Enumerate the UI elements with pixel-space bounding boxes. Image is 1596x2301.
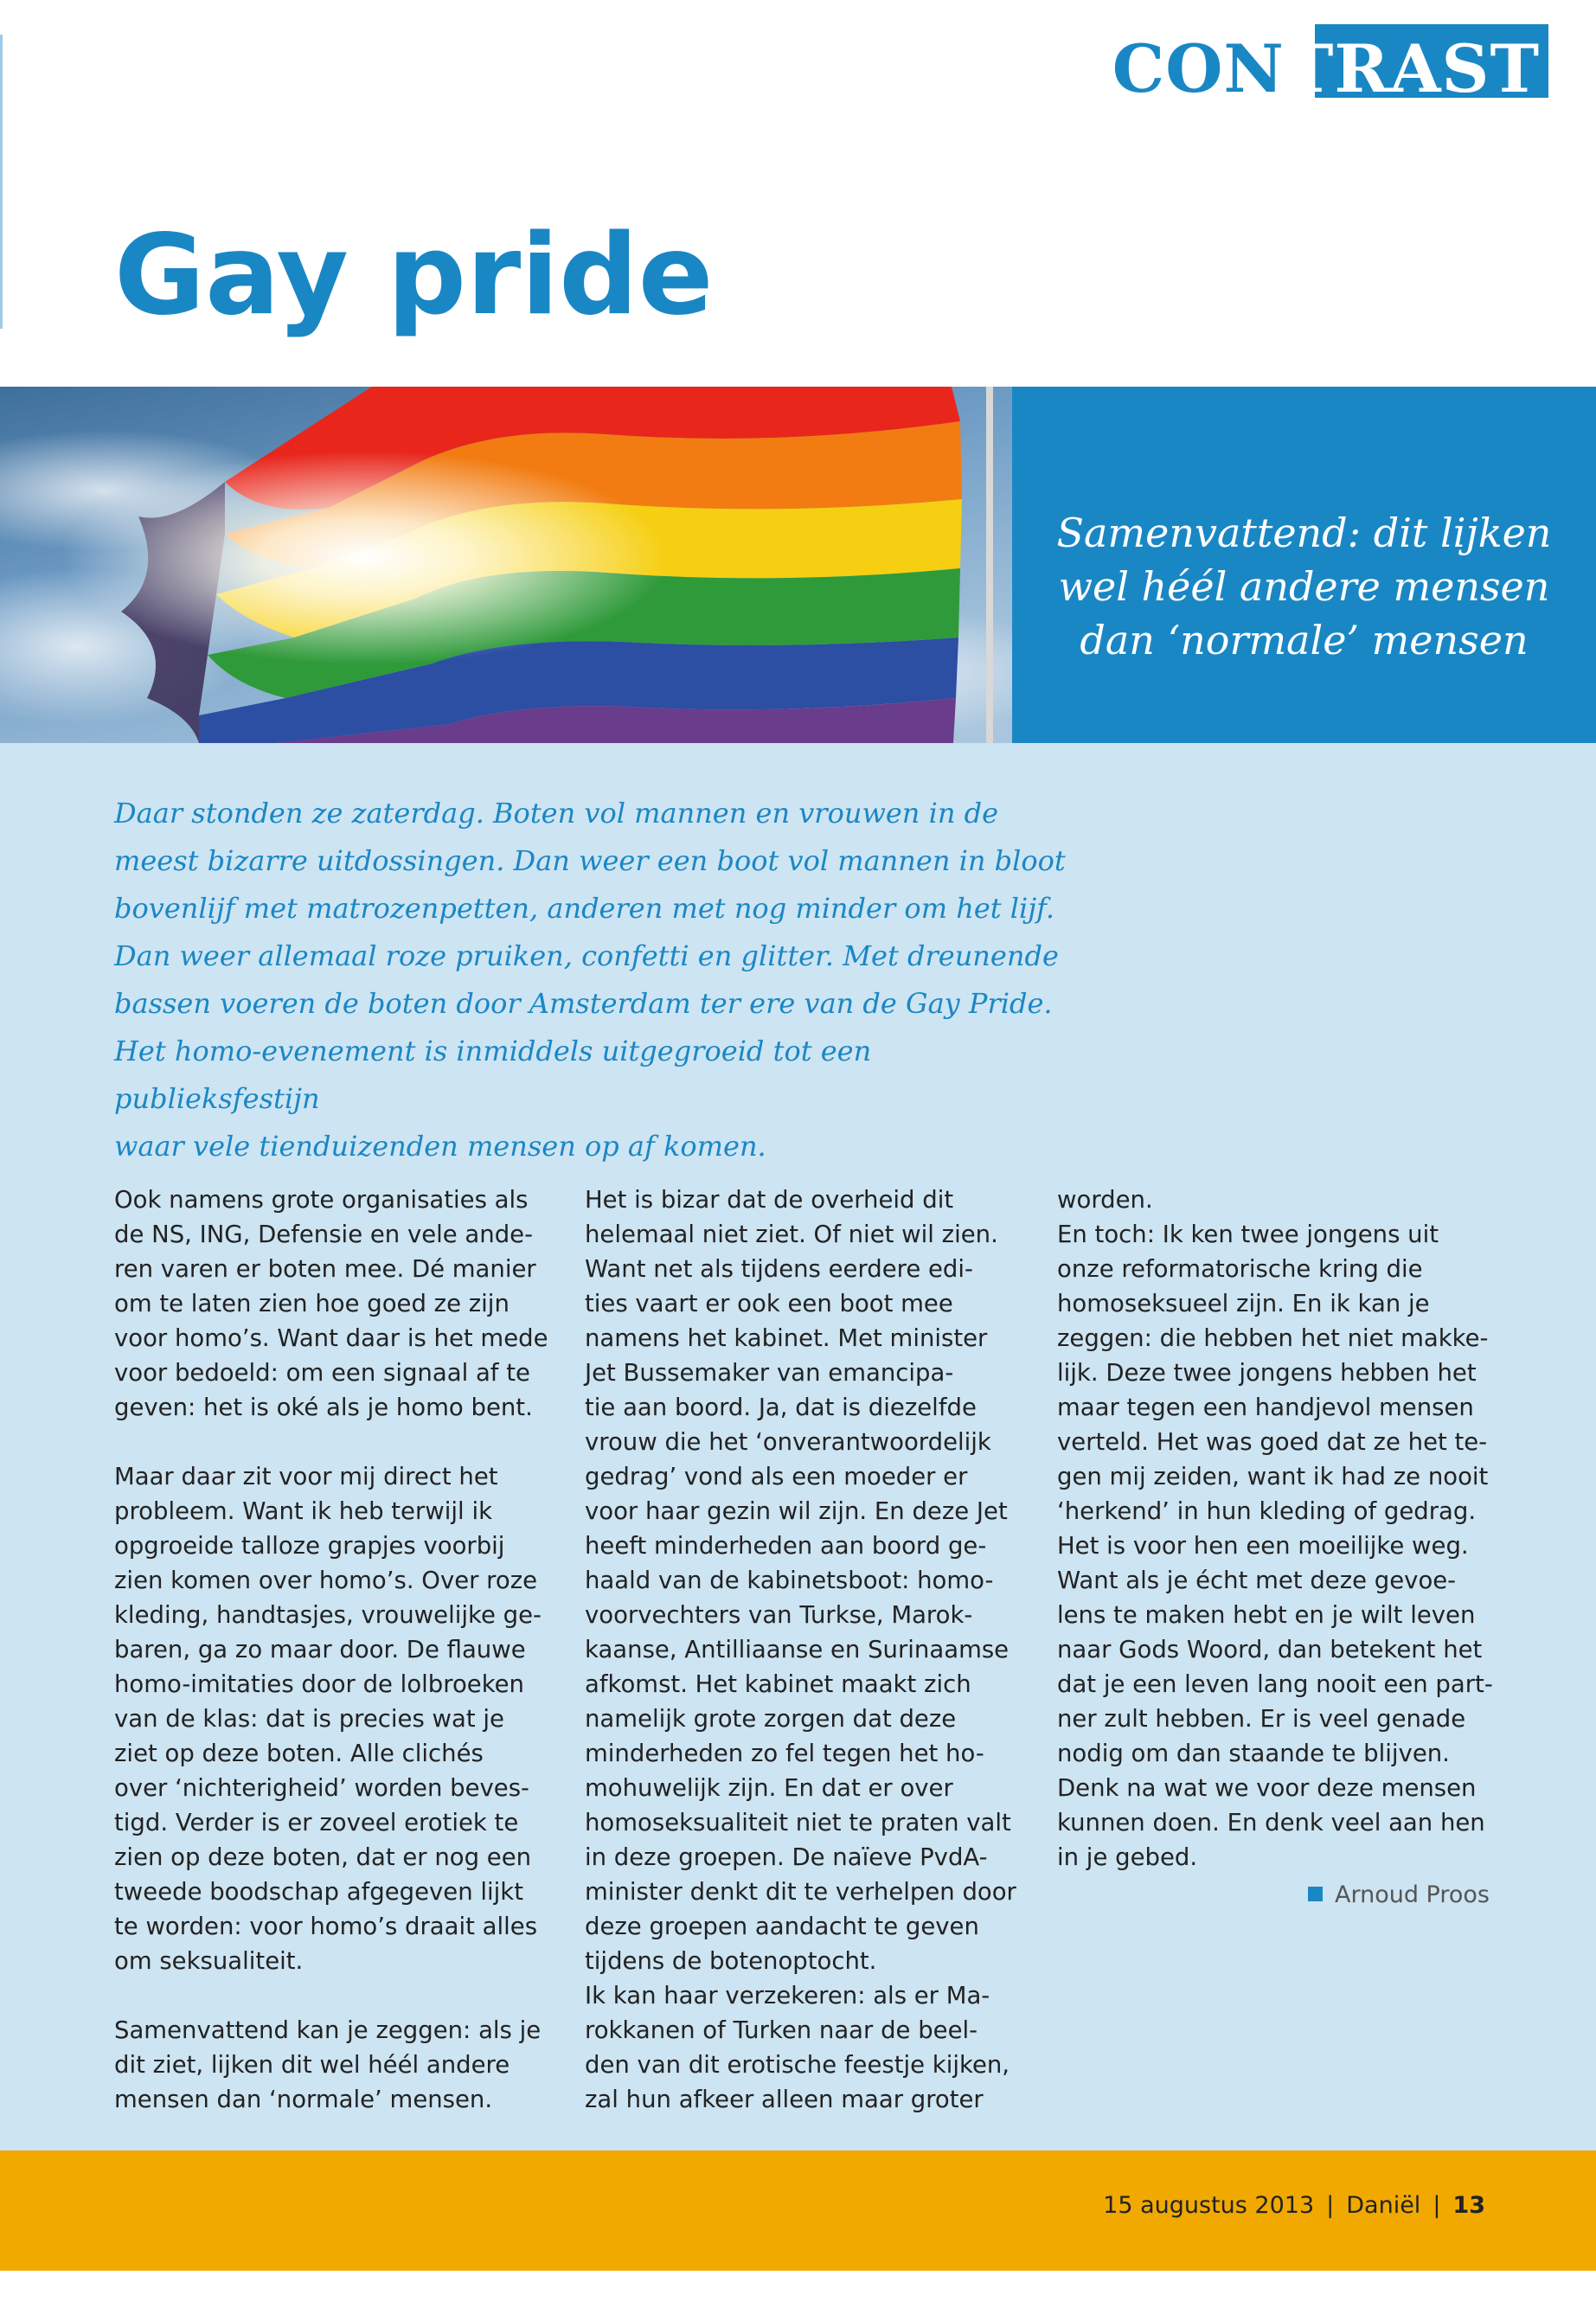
body-line: kleding, handtasjes, vrouwelijke ge- (114, 1601, 542, 1629)
body-paragraph (585, 1978, 1009, 2117)
left-edge-mark (0, 35, 3, 329)
body-line: Want als je écht met deze gevoe- (1057, 1567, 1457, 1594)
body-line: probleem. Want ik heb terwijl ik (114, 1497, 493, 1525)
body-line: Denk na wat we voor deze mensen (1057, 1774, 1477, 1802)
folio-separator: | (1433, 2192, 1441, 2219)
body-line: over ‘nichterigheid’ worden beves- (114, 1774, 529, 1802)
body-line: homo-imitaties door de lolbroeken (114, 1670, 524, 1698)
body-line: ren varen er boten mee. Dé manier (114, 1255, 536, 1283)
body-line: afkomst. Het kabinet maakt zich (585, 1670, 971, 1698)
intro-line: Het homo-evenement is inmiddels uitgegroeid tot een publieksfestijn (114, 1035, 872, 1115)
pull-quote: Samenvattend: dit lijken wel héél andere mensen dan ‘normale’ mensen (1056, 510, 1552, 663)
section-logo-text: CONTRAST (1112, 30, 1540, 107)
body-column-2 (585, 1183, 1016, 2151)
body-line: voorvechters van Turkse, Marok- (585, 1601, 973, 1629)
body-line: onze reformatorische kring die (1057, 1255, 1423, 1283)
body-line: ‘herkend’ in hun kleding of gedrag. (1057, 1497, 1477, 1525)
section-logo (1112, 24, 1548, 107)
author-byline (1308, 1878, 1490, 1913)
body-line: naar Gods Woord, dan betekent het (1057, 1636, 1483, 1663)
body-line: dat je een leven lang nooit een part- (1057, 1670, 1493, 1698)
body-line: mohuwelijk zijn. En dat er over (585, 1774, 953, 1802)
square-bullet-icon (1308, 1887, 1323, 1901)
body-line: voor haar gezin wil zijn. En deze Jet (585, 1497, 1008, 1525)
body-line: Want net als tijdens eerdere edi- (585, 1255, 973, 1283)
body-line: voor homo’s. Want daar is het mede (114, 1324, 548, 1352)
pull-quote-box (1012, 387, 1596, 743)
body-line: heeft minderheden aan boord ge- (585, 1532, 987, 1560)
body-line: ties vaart er ook een boot mee (585, 1290, 953, 1317)
body-line: mensen dan ‘normale’ mensen. (114, 2086, 493, 2113)
body-line: zien komen over homo’s. Over roze (114, 1567, 538, 1594)
body-line: den van dit erotische feestje kijken, (585, 2051, 1010, 2079)
body-line: dit ziet, lijken dit wel héél andere (114, 2051, 510, 2079)
body-paragraph (1057, 1217, 1493, 1875)
body-line: homoseksualiteit niet te praten valt (585, 1809, 1011, 1836)
rainbow-flag-photo (0, 387, 1012, 743)
body-line: tweede boodschap afgegeven lijkt (114, 1878, 523, 1906)
body-line: zal hun afkeer alleen maar groter (585, 2086, 984, 2113)
issue-date: 15 augustus 2013 (1103, 2192, 1315, 2219)
body-line: tijdens de botenoptocht. (585, 1947, 877, 1975)
body-line: in deze groepen. De naïeve PvdA- (585, 1843, 988, 1871)
header-banner (0, 387, 1596, 743)
intro-line: meest bizarre uitdossingen. Dan weer een boot vol mannen in bloot (114, 844, 1066, 877)
body-line: haald van de kabinetsboot: homo- (585, 1567, 994, 1594)
folio-separator: | (1326, 2192, 1335, 2219)
body-line: worden. (1057, 1186, 1153, 1214)
body-line: maar tegen een handjevol mensen (1057, 1394, 1474, 1421)
body-line: tigd. Verder is er zoveel erotiek te (114, 1809, 519, 1836)
body-column-1 (114, 1183, 548, 2151)
publication-name: Daniël (1346, 2192, 1421, 2219)
body-line: nodig om dan staande te blijven. (1057, 1740, 1450, 1767)
body-line: deze groepen aandacht te geven (585, 1913, 979, 1940)
body-line: minderheden zo fel tegen het ho- (585, 1740, 984, 1767)
body-line: namelijk grote zorgen dat deze (585, 1705, 957, 1733)
body-line: in je gebed. (1057, 1843, 1198, 1871)
body-line: geven: het is oké als je homo bent. (114, 1394, 533, 1421)
body-line: gen mij zeiden, want ik had ze nooit (1057, 1463, 1489, 1490)
intro-line: bassen voeren de boten door Amsterdam ter ere van de Gay Pride. (114, 987, 1053, 1020)
body-line: opgroeide talloze grapjes voorbij (114, 1532, 505, 1560)
body-line: tie aan boord. Ja, dat is diezelfde (585, 1394, 977, 1421)
intro-line: Daar stonden ze zaterdag. Boten vol mannen en vrouwen in de (114, 797, 999, 830)
intro-line: bovenlijf met matrozenpetten, anderen met nog minder om het lijf. (114, 892, 1055, 925)
body-line: Ik kan haar verzekeren: als er Ma- (585, 1982, 990, 2009)
body-paragraph (114, 2013, 542, 2117)
body-line: Ook namens grote organisaties als (114, 1186, 529, 1214)
page-number: 13 (1452, 2192, 1485, 2219)
body-paragraph (114, 1183, 548, 1425)
body-line: de NS, ING, Defensie en vele ande- (114, 1221, 534, 1248)
footer-folio (1103, 2189, 1485, 2223)
body-line: Maar daar zit voor mij direct het (114, 1463, 498, 1490)
body-line: voor bedoeld: om een signaal af te (114, 1359, 530, 1387)
body-line: om seksualiteit. (114, 1947, 304, 1975)
body-line: homoseksueel zijn. En ik kan je (1057, 1290, 1430, 1317)
body-paragraph (1057, 1183, 1481, 1217)
body-line: verteld. Het was goed dat ze het te- (1057, 1428, 1488, 1456)
body-line: minister denkt dit te verhelpen door (585, 1878, 1016, 1906)
body-line: ziet op deze boten. Alle clichés (114, 1740, 484, 1767)
body-line: te worden: voor homo’s draait alles (114, 1913, 538, 1940)
page-footer (0, 2150, 1596, 2271)
body-column-3 (1057, 1183, 1493, 1909)
body-line: gedrag’ vond als een moeder er (585, 1463, 968, 1490)
body-line: baren, ga zo maar door. De flauwe (114, 1636, 526, 1663)
body-line: vrouw die het ‘onverantwoordelijk (585, 1428, 991, 1456)
body-line: Jet Bussemaker van emancipa- (585, 1359, 954, 1387)
body-line: zeggen: die hebben het niet makke- (1057, 1324, 1489, 1352)
body-line: om te laten zien hoe goed ze zijn (114, 1290, 510, 1317)
body-line: Het is bizar dat de overheid dit (585, 1186, 954, 1214)
body-paragraph (585, 1183, 1016, 1978)
body-line: namens het kabinet. Met minister (585, 1324, 988, 1352)
body-line: lens te maken hebt en je wilt leven (1057, 1601, 1476, 1629)
body-line: kaanse, Antilliaanse en Surinaamse (585, 1636, 1010, 1663)
body-line: kunnen doen. En denk veel aan hen (1057, 1809, 1485, 1836)
body-line: Het is voor hen een moeilijke weg. (1057, 1532, 1469, 1560)
body-line: helemaal niet ziet. Of niet wil zien. (585, 1221, 998, 1248)
body-line: Samenvattend kan je zeggen: als je (114, 2016, 542, 2044)
body-line: lijk. Deze twee jongens hebben het (1057, 1359, 1477, 1387)
body-line: zien op deze boten, dat er nog een (114, 1843, 532, 1871)
body-line: van de klas: dat is precies wat je (114, 1705, 504, 1733)
body-line: En toch: Ik ken twee jongens uit (1057, 1221, 1439, 1248)
body-line: ner zult hebben. Er is veel genade (1057, 1705, 1466, 1733)
intro-line: Dan weer allemaal roze pruiken, confetti en glitter. Met dreunende (114, 939, 1059, 972)
intro-line: waar vele tienduizenden mensen op af komen. (114, 1130, 766, 1163)
author-name: Arnoud Proos (1335, 1881, 1490, 1908)
body-line: rokkanen of Turken naar de beel- (585, 2016, 978, 2044)
article-intro (114, 790, 1066, 1170)
article-title: Gay pride (114, 211, 714, 340)
body-paragraph (114, 1459, 542, 1978)
